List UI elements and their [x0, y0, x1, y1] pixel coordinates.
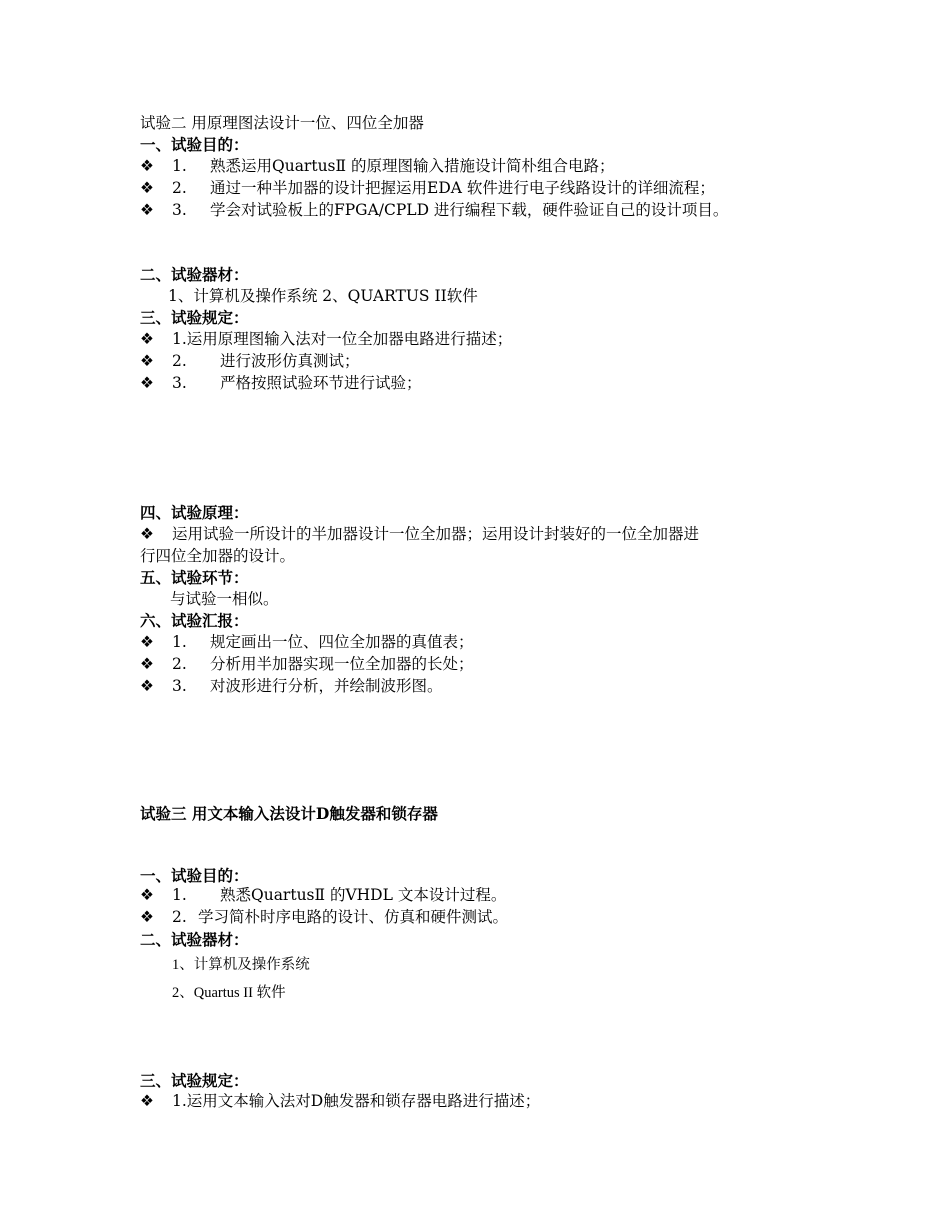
exp2-principle-heading: 四、试验原理：: [140, 503, 249, 522]
bullet-icon: ❖: [140, 179, 154, 197]
bullet-icon: ❖: [140, 352, 154, 370]
exp2-equipment-text: 1、计算机及操作系统 2、QUARTUS II软件: [168, 287, 478, 305]
exp3-equipment-line1: 1、计算机及操作系统: [172, 957, 310, 973]
exp2-steps-text: 与试验一相似。: [170, 590, 279, 608]
list-item: ❖ 3. 严格按照试验环节进行试验；: [140, 374, 422, 392]
bullet-icon: ❖: [140, 157, 154, 175]
exp2-report-heading: 六、试验汇报：: [140, 611, 249, 630]
list-item: ❖ 1. 熟悉QuartusⅡ 的VHDL 文本设计过程。: [140, 886, 507, 904]
list-item: ❖ 1. 熟悉运用QuartusⅡ 的原理图输入措施设计简朴组合电路；: [140, 157, 615, 175]
exp3-title: 试验三 用文本输入法设计D触发器和锁存器: [140, 804, 438, 823]
bullet-icon: ❖: [140, 525, 154, 543]
exp2-principle-text-cont: 行四位全加器的设计。: [140, 547, 296, 565]
bullet-icon: ❖: [140, 330, 154, 348]
exp2-title: 试验二 用原理图法设计一位、四位全加器: [140, 114, 424, 132]
list-item: ❖ 2. 分析用半加器实现一位全加器的长处；: [140, 655, 474, 673]
list-item: ❖ 2. 进行波形仿真测试；: [140, 352, 360, 370]
list-item: ❖ 3. 学会对试验板上的FPGA/CPLD 进行编程下载，硬件验证自己的设计项目。: [140, 201, 729, 219]
list-item: ❖ 1.运用文本输入法对D触发器和锁存器电路进行描述；: [140, 1092, 541, 1110]
bullet-icon: ❖: [140, 677, 154, 695]
bullet-icon: ❖: [140, 1092, 154, 1110]
bullet-icon: ❖: [140, 201, 154, 219]
bullet-icon: ❖: [140, 908, 154, 926]
list-item: ❖ 1.运用原理图输入法对一位全加器电路进行描述；: [140, 330, 513, 348]
list-item: ❖ 1. 规定画出一位、四位全加器的真值表；: [140, 633, 474, 651]
bullet-icon: ❖: [140, 374, 154, 392]
exp2-equipment-heading: 二、试验器材：: [140, 265, 249, 284]
list-item: ❖ 3. 对波形进行分析，并绘制波形图。: [140, 677, 443, 695]
bullet-icon: ❖: [140, 886, 154, 904]
list-item: ❖ 2. 通过一种半加器的设计把握运用EDA 软件进行电子线路设计的详细流程；: [140, 179, 715, 197]
bullet-icon: ❖: [140, 633, 154, 651]
exp3-requirements-heading: 三、试验规定：: [140, 1071, 249, 1090]
exp2-steps-heading: 五、试验环节：: [140, 568, 249, 587]
exp3-equipment-line2: 2、Quartus II 软件: [172, 985, 286, 1001]
exp3-equipment-heading: 二、试验器材：: [140, 930, 249, 949]
bullet-icon: ❖: [140, 655, 154, 673]
exp2-principle-text: ❖ 运用试验一所设计的半加器设计一位全加器；运用设计封装好的一位全加器进: [140, 525, 700, 543]
exp3-purpose-heading: 一、试验目的：: [140, 866, 249, 885]
exp2-requirements-heading: 三、试验规定：: [140, 308, 249, 327]
list-item: ❖ 2. 学习简朴时序电路的设计、仿真和硬件测试。: [140, 908, 509, 926]
exp2-purpose-heading: 一、试验目的：: [140, 135, 249, 154]
